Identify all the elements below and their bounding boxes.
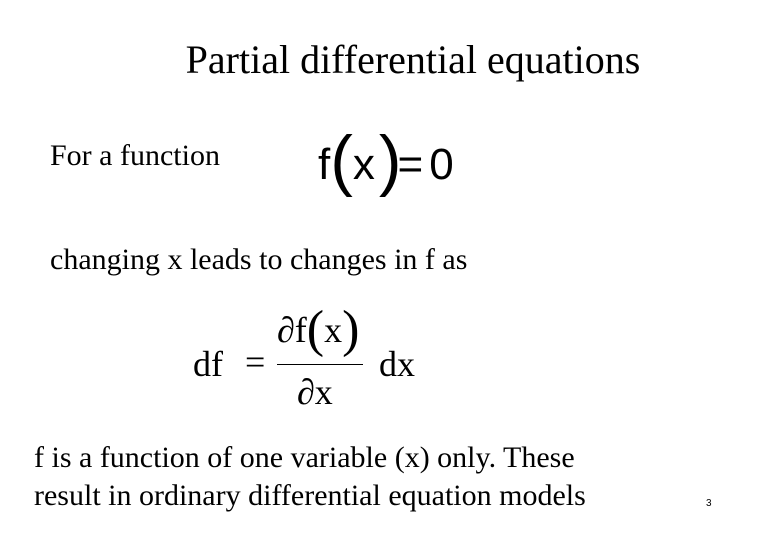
eq2-denominator: ∂x: [297, 372, 333, 412]
equation-differential: [193, 301, 433, 416]
eq1-equals-sign: =: [397, 140, 424, 189]
eq1-function-symbol: f: [318, 140, 331, 189]
intro-text: For a function: [50, 139, 220, 172]
eq2-equals-sign: =: [245, 342, 266, 382]
conclusion-line: result in ordinary differential equation models: [34, 479, 586, 512]
eq1-rhs: 0: [429, 140, 454, 189]
page-number: 3: [706, 498, 712, 509]
eq2-lhs: df: [193, 344, 223, 384]
slide-title: Partial differential equations: [185, 37, 641, 82]
eq2-close-paren: ): [342, 301, 360, 358]
eq2-numerator: [277, 301, 360, 358]
eq2-function-symbol: f: [294, 310, 307, 350]
partial-symbol: ∂: [277, 310, 295, 350]
fraction-bar: [277, 364, 363, 365]
conclusion-text: [34, 439, 754, 515]
equation-f-of-x-equals-zero: [318, 124, 454, 196]
transition-text: changing x leads to changes in f as: [50, 243, 468, 276]
conclusion-line: f is a function of one variable (x) only. These: [34, 441, 575, 474]
eq1-open-paren: (: [330, 122, 353, 198]
eq1-variable: x: [352, 140, 375, 189]
eq2-open-paren: (: [306, 301, 325, 358]
eq2-trailing-dx: dx: [379, 344, 415, 384]
eq2-variable: x: [324, 310, 343, 350]
eq1-close-paren: ): [378, 122, 402, 198]
